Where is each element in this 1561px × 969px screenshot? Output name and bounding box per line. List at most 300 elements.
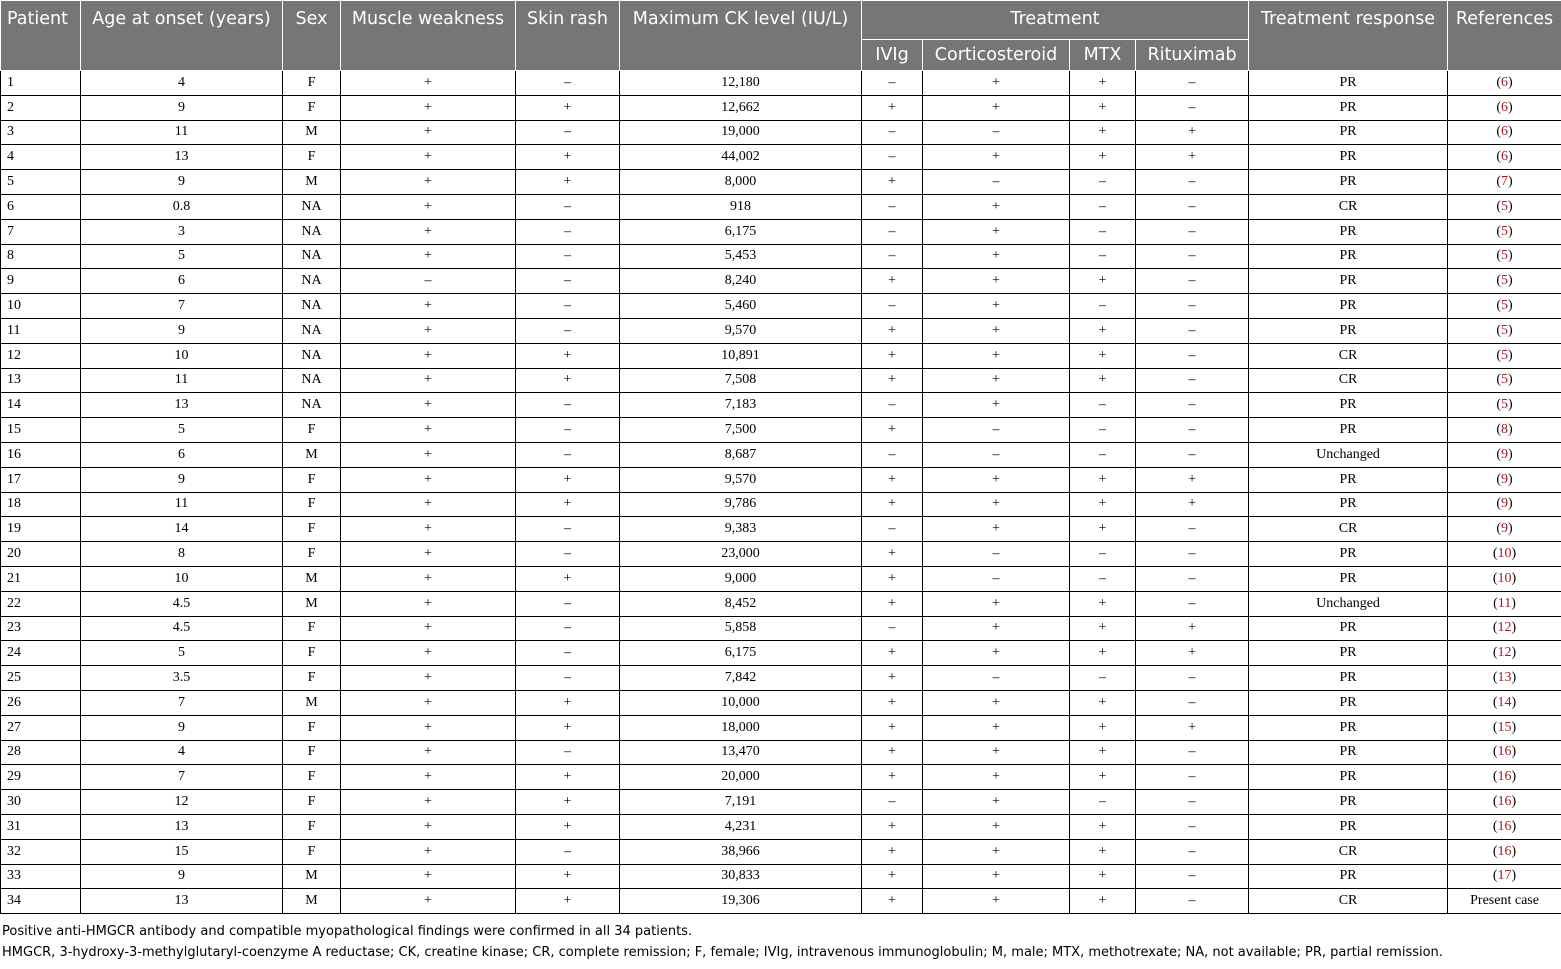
cell-mtx: – xyxy=(1070,666,1136,691)
reference-link[interactable]: 8 xyxy=(1501,422,1509,438)
cell-age: 5 xyxy=(81,418,283,443)
cell-mtx: + xyxy=(1070,71,1136,96)
cell-patient: 16 xyxy=(1,442,81,467)
cell-reference: (10) xyxy=(1448,542,1561,567)
cell-mtx: + xyxy=(1070,517,1136,542)
cell-age: 4.5 xyxy=(81,591,283,616)
cell-patient: 20 xyxy=(1,542,81,567)
cell-age: 5 xyxy=(81,244,283,269)
cell-corticosteroid: – xyxy=(923,566,1070,591)
cell-ivig: + xyxy=(862,269,923,294)
reference-link[interactable]: 11 xyxy=(1497,595,1512,611)
reference-link[interactable]: 6 xyxy=(1501,74,1509,90)
cell-muscle-weakness: + xyxy=(341,790,516,815)
col-header-rituximab: Rituximab xyxy=(1136,40,1249,71)
cell-reference: (14) xyxy=(1448,690,1561,715)
cell-mtx: + xyxy=(1070,120,1136,145)
cell-corticosteroid: + xyxy=(923,591,1070,616)
cell-rituximab: – xyxy=(1136,219,1249,244)
cell-muscle-weakness: + xyxy=(341,814,516,839)
cell-corticosteroid: – xyxy=(923,418,1070,443)
cell-rituximab: – xyxy=(1136,170,1249,195)
cell-mtx: + xyxy=(1070,839,1136,864)
cell-corticosteroid: + xyxy=(923,641,1070,666)
cell-skin-rash: – xyxy=(516,616,620,641)
cell-patient: 26 xyxy=(1,690,81,715)
cell-muscle-weakness: + xyxy=(341,95,516,120)
reference-link[interactable]: 5 xyxy=(1501,397,1509,413)
cell-corticosteroid: + xyxy=(923,219,1070,244)
cell-age: 8 xyxy=(81,542,283,567)
cell-patient: 31 xyxy=(1,814,81,839)
cell-skin-rash: – xyxy=(516,418,620,443)
reference-link[interactable]: 10 xyxy=(1497,570,1512,586)
cell-muscle-weakness: + xyxy=(341,666,516,691)
table-footnotes xyxy=(0,914,1561,963)
cell-corticosteroid: – xyxy=(923,542,1070,567)
cell-sex: F xyxy=(283,839,341,864)
cell-skin-rash: – xyxy=(516,244,620,269)
cell-mtx: – xyxy=(1070,542,1136,567)
cell-mtx: + xyxy=(1070,889,1136,914)
cell-patient: 14 xyxy=(1,393,81,418)
table-row xyxy=(1,120,1561,145)
cell-ivig: – xyxy=(862,120,923,145)
cell-muscle-weakness: – xyxy=(341,269,516,294)
table-row xyxy=(1,666,1561,691)
cell-corticosteroid: + xyxy=(923,294,1070,319)
cell-corticosteroid: + xyxy=(923,740,1070,765)
cell-age: 7 xyxy=(81,765,283,790)
cell-muscle-weakness: + xyxy=(341,170,516,195)
cell-treatment-response: PR xyxy=(1249,765,1448,790)
cell-ivig: – xyxy=(862,71,923,96)
cell-treatment-response: PR xyxy=(1249,269,1448,294)
cell-ivig: – xyxy=(862,393,923,418)
cell-ivig: + xyxy=(862,318,923,343)
cell-age: 13 xyxy=(81,145,283,170)
cell-muscle-weakness: + xyxy=(341,418,516,443)
cell-skin-rash: – xyxy=(516,269,620,294)
cell-ivig: – xyxy=(862,442,923,467)
cell-treatment-response: PR xyxy=(1249,418,1448,443)
cell-treatment-response: CR xyxy=(1249,889,1448,914)
cell-skin-rash: – xyxy=(516,71,620,96)
cell-patient: 27 xyxy=(1,715,81,740)
cell-age: 9 xyxy=(81,715,283,740)
cell-patient: 18 xyxy=(1,492,81,517)
table-row xyxy=(1,517,1561,542)
cell-muscle-weakness: + xyxy=(341,194,516,219)
reference-link[interactable]: 7 xyxy=(1501,174,1509,190)
cell-skin-rash: + xyxy=(516,368,620,393)
cell-age: 4 xyxy=(81,71,283,96)
cell-skin-rash: – xyxy=(516,666,620,691)
reference-link[interactable]: 5 xyxy=(1501,347,1509,363)
cell-sex: F xyxy=(283,814,341,839)
cell-corticosteroid: + xyxy=(923,889,1070,914)
cell-sex: M xyxy=(283,864,341,889)
cell-treatment-response: CR xyxy=(1249,194,1448,219)
cell-sex: NA xyxy=(283,343,341,368)
cell-corticosteroid: + xyxy=(923,95,1070,120)
cell-age: 7 xyxy=(81,690,283,715)
reference-link[interactable]: 5 xyxy=(1501,198,1509,214)
reference-link[interactable]: 6 xyxy=(1501,149,1509,165)
cell-skin-rash: + xyxy=(516,864,620,889)
cell-patient: 8 xyxy=(1,244,81,269)
cell-rituximab: – xyxy=(1136,393,1249,418)
cell-age: 11 xyxy=(81,368,283,393)
cell-mtx: + xyxy=(1070,95,1136,120)
cell-patient: 21 xyxy=(1,566,81,591)
reference-link[interactable]: 10 xyxy=(1497,546,1512,562)
cell-ivig: + xyxy=(862,492,923,517)
reference-link[interactable]: 16 xyxy=(1497,769,1512,785)
cell-ivig: – xyxy=(862,194,923,219)
reference-link[interactable]: 6 xyxy=(1501,99,1509,115)
cell-treatment-response: PR xyxy=(1249,95,1448,120)
cell-max-ck: 9,570 xyxy=(620,467,862,492)
cell-sex: NA xyxy=(283,318,341,343)
cell-age: 13 xyxy=(81,889,283,914)
cell-sex: M xyxy=(283,170,341,195)
cell-patient: 29 xyxy=(1,765,81,790)
cell-reference: (9) xyxy=(1448,492,1561,517)
cell-treatment-response: PR xyxy=(1249,393,1448,418)
cell-patient: 15 xyxy=(1,418,81,443)
cell-rituximab: – xyxy=(1136,418,1249,443)
cell-skin-rash: – xyxy=(516,591,620,616)
cell-rituximab: – xyxy=(1136,666,1249,691)
cell-reference: (5) xyxy=(1448,269,1561,294)
cell-reference: (11) xyxy=(1448,591,1561,616)
cell-rituximab: – xyxy=(1136,740,1249,765)
cell-patient: 10 xyxy=(1,294,81,319)
reference-link[interactable]: 12 xyxy=(1497,645,1512,661)
reference-link[interactable]: 12 xyxy=(1497,620,1512,636)
cell-patient: 23 xyxy=(1,616,81,641)
cell-ivig: – xyxy=(862,790,923,815)
cell-sex: F xyxy=(283,145,341,170)
reference-link[interactable]: 5 xyxy=(1501,372,1509,388)
cell-rituximab: – xyxy=(1136,343,1249,368)
cell-max-ck: 20,000 xyxy=(620,765,862,790)
cell-sex: NA xyxy=(283,219,341,244)
cell-sex: F xyxy=(283,666,341,691)
cell-age: 4.5 xyxy=(81,616,283,641)
reference-link[interactable]: 9 xyxy=(1501,521,1509,537)
cell-corticosteroid: + xyxy=(923,492,1070,517)
cell-rituximab: + xyxy=(1136,467,1249,492)
cell-mtx: – xyxy=(1070,393,1136,418)
cell-rituximab: + xyxy=(1136,492,1249,517)
table-row xyxy=(1,194,1561,219)
cell-muscle-weakness: + xyxy=(341,616,516,641)
cell-treatment-response: CR xyxy=(1249,839,1448,864)
cell-skin-rash: + xyxy=(516,492,620,517)
footnote: Positive anti-HMGCR antibody and compatible myopathological findings were confirmed in all 34 patients. xyxy=(2,924,693,940)
cell-treatment-response: PR xyxy=(1249,566,1448,591)
cell-mtx: – xyxy=(1070,219,1136,244)
cell-treatment-response: PR xyxy=(1249,542,1448,567)
cell-muscle-weakness: + xyxy=(341,740,516,765)
cell-corticosteroid: – xyxy=(923,170,1070,195)
cell-max-ck: 23,000 xyxy=(620,542,862,567)
cell-rituximab: – xyxy=(1136,542,1249,567)
cell-age: 4 xyxy=(81,740,283,765)
cell-patient: 9 xyxy=(1,269,81,294)
reference-link[interactable]: 5 xyxy=(1501,248,1509,264)
cell-skin-rash: + xyxy=(516,889,620,914)
cell-rituximab: – xyxy=(1136,566,1249,591)
col-header-sex: Sex xyxy=(283,1,341,71)
cell-corticosteroid: + xyxy=(923,318,1070,343)
cell-max-ck: 13,470 xyxy=(620,740,862,765)
cell-patient: 30 xyxy=(1,790,81,815)
cell-skin-rash: – xyxy=(516,393,620,418)
table-body xyxy=(1,71,1561,914)
cell-skin-rash: – xyxy=(516,641,620,666)
cell-muscle-weakness: + xyxy=(341,492,516,517)
cell-ivig: – xyxy=(862,616,923,641)
cell-max-ck: 6,175 xyxy=(620,641,862,666)
cell-age: 13 xyxy=(81,814,283,839)
cell-corticosteroid: + xyxy=(923,616,1070,641)
cell-sex: NA xyxy=(283,194,341,219)
cell-mtx: + xyxy=(1070,343,1136,368)
table-row xyxy=(1,294,1561,319)
cell-age: 11 xyxy=(81,492,283,517)
cell-sex: F xyxy=(283,517,341,542)
cell-rituximab: – xyxy=(1136,194,1249,219)
cell-muscle-weakness: + xyxy=(341,343,516,368)
table-header xyxy=(1,1,1561,71)
cell-reference: (6) xyxy=(1448,71,1561,96)
cell-max-ck: 4,231 xyxy=(620,814,862,839)
cell-corticosteroid: + xyxy=(923,269,1070,294)
table-row xyxy=(1,889,1561,914)
cell-treatment-response: PR xyxy=(1249,864,1448,889)
cell-mtx: – xyxy=(1070,294,1136,319)
cell-mtx: + xyxy=(1070,318,1136,343)
cell-treatment-response: PR xyxy=(1249,715,1448,740)
cell-sex: M xyxy=(283,442,341,467)
cell-mtx: + xyxy=(1070,467,1136,492)
cell-patient: 22 xyxy=(1,591,81,616)
table-row xyxy=(1,467,1561,492)
cell-treatment-response: CR xyxy=(1249,368,1448,393)
reference-link[interactable]: 14 xyxy=(1497,694,1512,710)
cell-max-ck: 8,240 xyxy=(620,269,862,294)
cell-rituximab: – xyxy=(1136,765,1249,790)
cell-reference: (5) xyxy=(1448,194,1561,219)
cell-age: 7 xyxy=(81,294,283,319)
cell-reference: (16) xyxy=(1448,814,1561,839)
cell-ivig: + xyxy=(862,666,923,691)
reference-link[interactable]: 9 xyxy=(1501,471,1509,487)
cell-corticosteroid: + xyxy=(923,467,1070,492)
cell-muscle-weakness: + xyxy=(341,889,516,914)
col-header-treatment: Treatment xyxy=(862,1,1249,40)
cell-muscle-weakness: + xyxy=(341,219,516,244)
cell-max-ck: 38,966 xyxy=(620,839,862,864)
reference-link[interactable]: 17 xyxy=(1497,868,1512,884)
cell-max-ck: 918 xyxy=(620,194,862,219)
cell-ivig: + xyxy=(862,591,923,616)
cell-ivig: + xyxy=(862,864,923,889)
cell-muscle-weakness: + xyxy=(341,120,516,145)
cell-rituximab: – xyxy=(1136,839,1249,864)
col-header-max-ck: Maximum CK level (IU/L) xyxy=(620,1,862,71)
cell-max-ck: 8,000 xyxy=(620,170,862,195)
cell-skin-rash: – xyxy=(516,542,620,567)
cell-treatment-response: PR xyxy=(1249,294,1448,319)
cell-max-ck: 6,175 xyxy=(620,219,862,244)
cell-treatment-response: PR xyxy=(1249,814,1448,839)
reference-link[interactable]: 16 xyxy=(1497,794,1512,809)
cell-mtx: + xyxy=(1070,269,1136,294)
cell-skin-rash: + xyxy=(516,343,620,368)
cell-patient: 7 xyxy=(1,219,81,244)
cell-treatment-response: PR xyxy=(1249,71,1448,96)
cell-patient: 4 xyxy=(1,145,81,170)
cell-skin-rash: + xyxy=(516,467,620,492)
table-row xyxy=(1,145,1561,170)
table-row xyxy=(1,71,1561,96)
cell-reference: (16) xyxy=(1448,790,1561,815)
reference-link[interactable]: 6 xyxy=(1501,124,1509,140)
cell-skin-rash: + xyxy=(516,145,620,170)
reference-link[interactable]: 15 xyxy=(1497,719,1512,735)
cell-reference: (16) xyxy=(1448,765,1561,790)
cell-corticosteroid: + xyxy=(923,839,1070,864)
cell-corticosteroid: + xyxy=(923,715,1070,740)
cell-reference: (9) xyxy=(1448,467,1561,492)
cell-age: 5 xyxy=(81,641,283,666)
cell-sex: NA xyxy=(283,269,341,294)
cell-age: 12 xyxy=(81,790,283,815)
cell-muscle-weakness: + xyxy=(341,765,516,790)
cell-ivig: – xyxy=(862,517,923,542)
cell-age: 9 xyxy=(81,467,283,492)
reference-link[interactable]: 13 xyxy=(1497,670,1512,686)
cell-age: 11 xyxy=(81,120,283,145)
cell-age: 9 xyxy=(81,95,283,120)
cell-ivig: + xyxy=(862,740,923,765)
cell-age: 9 xyxy=(81,170,283,195)
table-row xyxy=(1,616,1561,641)
cell-corticosteroid: + xyxy=(923,145,1070,170)
cell-skin-rash: – xyxy=(516,839,620,864)
cell-muscle-weakness: + xyxy=(341,641,516,666)
cell-mtx: – xyxy=(1070,418,1136,443)
cell-patient: 34 xyxy=(1,889,81,914)
cell-sex: NA xyxy=(283,244,341,269)
cell-skin-rash: + xyxy=(516,790,620,815)
cell-reference: (5) xyxy=(1448,343,1561,368)
cell-age: 0.8 xyxy=(81,194,283,219)
cell-reference: (7) xyxy=(1448,170,1561,195)
col-header-muscle-weakness: Muscle weakness xyxy=(341,1,516,71)
table-row xyxy=(1,641,1561,666)
reference-link[interactable]: 9 xyxy=(1501,496,1509,512)
cell-age: 10 xyxy=(81,566,283,591)
cell-treatment-response: CR xyxy=(1249,343,1448,368)
cell-sex: F xyxy=(283,71,341,96)
reference-link[interactable]: 5 xyxy=(1501,273,1509,289)
cell-mtx: – xyxy=(1070,194,1136,219)
table-row xyxy=(1,244,1561,269)
reference-link[interactable]: 5 xyxy=(1501,322,1509,338)
cell-corticosteroid: + xyxy=(923,765,1070,790)
cell-treatment-response: PR xyxy=(1249,641,1448,666)
cell-reference: (5) xyxy=(1448,244,1561,269)
cell-ivig: – xyxy=(862,294,923,319)
cell-ivig: + xyxy=(862,765,923,790)
reference-link[interactable]: 9 xyxy=(1501,446,1509,462)
cell-corticosteroid: – xyxy=(923,120,1070,145)
cell-max-ck: 5,858 xyxy=(620,616,862,641)
cell-max-ck: 30,833 xyxy=(620,864,862,889)
cell-ivig: + xyxy=(862,343,923,368)
cell-skin-rash: + xyxy=(516,814,620,839)
reference-link[interactable]: 16 xyxy=(1497,818,1512,834)
cell-age: 3.5 xyxy=(81,666,283,691)
reference-link[interactable]: 16 xyxy=(1497,843,1512,859)
cell-muscle-weakness: + xyxy=(341,591,516,616)
cell-max-ck: 12,662 xyxy=(620,95,862,120)
cell-max-ck: 5,460 xyxy=(620,294,862,319)
cell-skin-rash: + xyxy=(516,690,620,715)
table-row xyxy=(1,269,1561,294)
cell-age: 9 xyxy=(81,864,283,889)
cell-skin-rash: – xyxy=(516,517,620,542)
table-row xyxy=(1,418,1561,443)
cell-sex: M xyxy=(283,120,341,145)
col-header-age: Age at onset (years) xyxy=(81,1,283,71)
cell-age: 3 xyxy=(81,219,283,244)
col-header-ivig: IVIg xyxy=(862,40,923,71)
table-row xyxy=(1,492,1561,517)
cell-muscle-weakness: + xyxy=(341,71,516,96)
cell-patient: 6 xyxy=(1,194,81,219)
cell-sex: NA xyxy=(283,294,341,319)
cell-mtx: + xyxy=(1070,368,1136,393)
cell-ivig: + xyxy=(862,839,923,864)
cell-muscle-weakness: + xyxy=(341,517,516,542)
cell-muscle-weakness: + xyxy=(341,393,516,418)
cell-treatment-response: PR xyxy=(1249,690,1448,715)
cell-patient: 19 xyxy=(1,517,81,542)
reference-link[interactable]: 16 xyxy=(1497,744,1512,760)
reference-link[interactable]: 5 xyxy=(1501,298,1509,314)
cell-mtx: + xyxy=(1070,690,1136,715)
cell-sex: NA xyxy=(283,368,341,393)
cell-ivig: + xyxy=(862,889,923,914)
reference-link[interactable]: 5 xyxy=(1501,223,1509,239)
cell-max-ck: 10,000 xyxy=(620,690,862,715)
cell-rituximab: – xyxy=(1136,318,1249,343)
cell-age: 10 xyxy=(81,343,283,368)
col-header-corticosteroid: Corticosteroid xyxy=(923,40,1070,71)
cell-ivig: + xyxy=(862,95,923,120)
cell-mtx: + xyxy=(1070,641,1136,666)
cell-mtx: + xyxy=(1070,765,1136,790)
table-row xyxy=(1,368,1561,393)
cell-reference: (16) xyxy=(1448,839,1561,864)
cell-skin-rash: – xyxy=(516,219,620,244)
